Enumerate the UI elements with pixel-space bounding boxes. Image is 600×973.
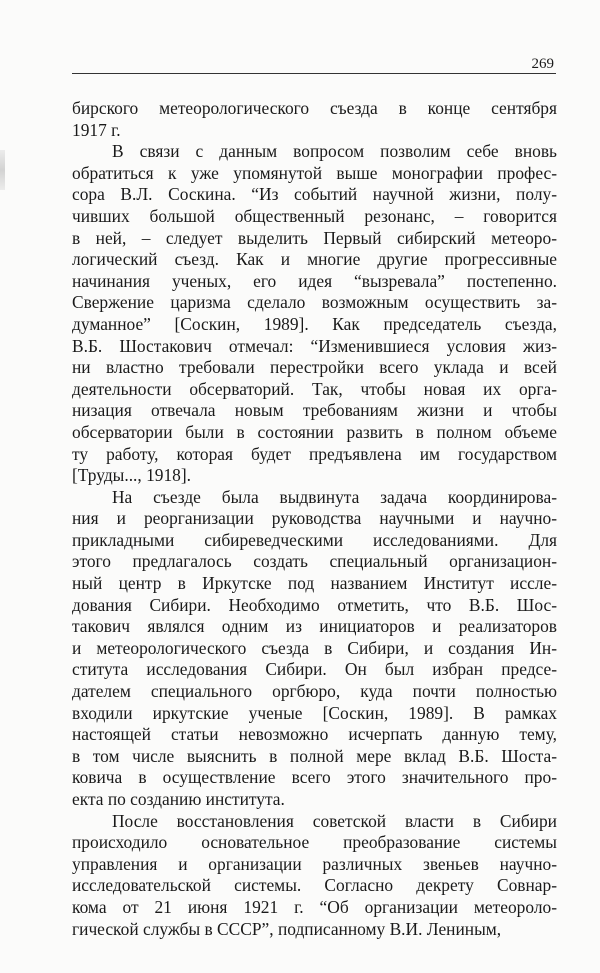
text-line: чивших большой общественный резонанс, – говорится [72, 205, 557, 226]
text-line: обратиться к уже упомянутой выше монографии профес- [72, 162, 557, 183]
text-line: в ней, – следует выделить Первый сибирский метеоро- [72, 227, 557, 248]
text-line: и метеорологического съезда в Сибири, и создания Ин- [72, 637, 557, 658]
text-line: исследовательской системы. Согласно декрету Совнар- [72, 875, 557, 896]
text-line: ни властно требовали перестройки всего уклада и всей [72, 357, 557, 378]
text-line: ный центр в Иркутске под названием Институт иссле- [72, 573, 557, 594]
text-line: 1917 г. [72, 119, 121, 140]
binding-shadow [0, 150, 5, 190]
text-line: логический съезд. Как и многие другие прогрессивные [72, 249, 557, 270]
text-line: После восстановления советской власти в Сибири [112, 810, 557, 831]
text-line: прикладными сибиреведческими исследованиями. Для [72, 529, 557, 550]
text-line: происходило основательное преобразование системы [72, 832, 557, 853]
text-line: сора В.Л. Соскина. “Из событий научной жизни, полу- [72, 184, 557, 205]
text-line: настоящей статьи невозможно исчерпать данную тему, [72, 724, 557, 745]
text-line: ния и реорганизации руководства научными и научно- [72, 508, 557, 529]
text-line: начинания ученых, его идея “вызревала” постепенно. [72, 270, 557, 291]
text-line: В.Б. Шостакович отмечал: “Изменившиеся условия жиз- [72, 335, 557, 356]
text-line: входили иркутские ученые [Соскин, 1989]. В рамках [72, 702, 557, 723]
text-line: такович являлся одним из инициаторов и реализаторов [72, 616, 557, 637]
text-line: Свержение царизма сделало возможным осуществить за- [72, 292, 557, 313]
paragraph [72, 141, 557, 487]
text-line: дателем специального оргбюро, куда почти полностью [72, 681, 557, 702]
text-line: На съезде была выдвинута задача координирова- [112, 486, 557, 507]
text-line: ститута исследования Сибири. Он был избран предсе- [72, 659, 557, 680]
text-line: ту работу, которая будет предъявлена им государством [72, 443, 557, 464]
text-line: деятельности обсерваторий. Так, чтобы новая их орга- [72, 378, 557, 399]
text-line: думанное” [Соскин, 1989]. Как председатель съезда, [72, 313, 557, 334]
text-line: [Труды..., 1918]. [72, 465, 192, 486]
text-line: управления и организации различных звеньев научно- [72, 853, 557, 874]
paragraph [72, 487, 557, 811]
text-line: гической службы в СССР”, подписанному В.И. Лениным, [72, 918, 502, 939]
text-line: этого предлагалось создать специальный организацион- [72, 551, 557, 572]
text-line: екта по созданию института. [72, 789, 285, 809]
text-line: бирского метеорологического съезда в конце сентября [72, 98, 557, 118]
page-number: 269 [531, 56, 554, 72]
paragraph [72, 98, 557, 141]
text-line: кома от 21 июня 1921 г. “Об организации метеороло- [72, 896, 557, 917]
text-line: В связи с данным вопросом позволим себе вновь [112, 141, 557, 162]
text-line: низация отвечала новым требованиям жизни и чтобы [72, 400, 557, 421]
text-line: дования Сибири. Необходимо отметить, что В.Б. Шос- [72, 594, 557, 615]
text-line: в том числе выяснить в полной мере вклад В.Б. Шоста- [72, 745, 557, 766]
header-rule [72, 73, 556, 74]
body-text [72, 98, 557, 940]
paragraph [72, 811, 557, 941]
text-line: ковича в осуществление всего этого значительного про- [72, 767, 557, 788]
text-line: обсерватории были в состоянии развить в полном объеме [72, 421, 557, 442]
